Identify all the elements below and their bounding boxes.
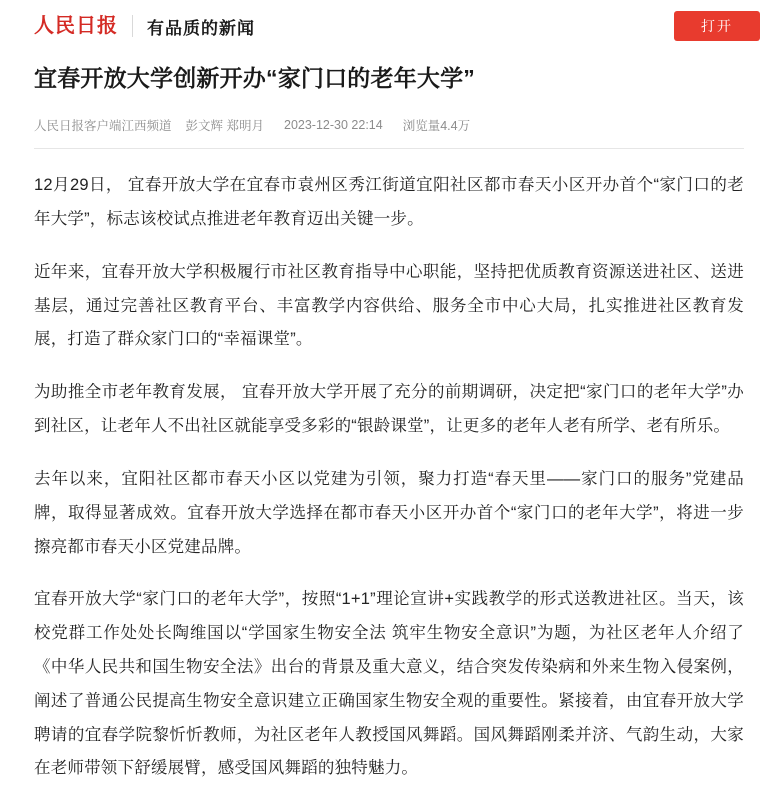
article-paragraph: 去年以来，宜阳社区都市春天小区以党建为引领，聚力打造“春天里——家门口的服务”党建品牌，取得显著成效。宜春开放大学选择在都市春天小区开办首个“家门口的老年大学”，将进一步擦亮都市春天小区党建品牌。: [34, 469, 744, 556]
top-header-bar: [0, 0, 778, 52]
article-paragraph: 近年来，宜春开放大学积极履行市社区教育指导中心职能，坚持把优质教育资源送进社区、送进基层，通过完善社区教育平台、丰富教学内容供给、服务全市中心大局，扎实推进社区教育发展，打造了群众家门口的“幸福课堂”。: [34, 262, 744, 349]
page-title: 宜春开放大学创新开办“家门口的老年大学”: [34, 65, 475, 91]
article-meta: [34, 116, 744, 134]
meta-datetime: 2023-12-30 22:14: [284, 118, 383, 133]
brand-group: [34, 14, 255, 39]
peoples-daily-logo: 人民日报: [34, 15, 118, 37]
meta-source: 人民日报客户端江西频道: [34, 119, 172, 134]
article-paragraph: 宜春开放大学“家门口的老年大学”，按照“1+1”理论宣讲+实践教学的形式送教进社区。当天，该校党群工作处处长陶维国以“学国家生物安全法 筑牢生物安全意识”为题，为社区老年人介绍了《中华人民共和国生物安全法》出台的背景及重大意义，结合突发传染病和外来生物入侵案例，阐述了普通公民提高生物安全意识建立正确国家生物安全观的重要性。紧接着，由宜春开放大学聘请的宜春学院黎忻忻教师，为社区老年人教授国风舞蹈。国风舞蹈刚柔并济、气韵生动，大家在老师带领下舒缓展臂，感受国风舞蹈的独特魅力。: [34, 590, 744, 778]
article-paragraph: 为助推全市老年教育发展， 宜春开放大学开展了充分的前期调研，决定把“家门口的老年大学”办到社区，让老年人不出社区就能享受多彩的“银龄课堂”，让更多的老年人老有所学、老有所乐。: [34, 383, 744, 436]
meta-view-count: 浏览量4.4万: [402, 119, 471, 134]
article-container: [0, 62, 778, 812]
brand-slogan: 有品质的新闻: [147, 18, 255, 38]
article-paragraph: 12月29日， 宜春开放大学在宜春市袁州区秀江街道宜阳社区都市春天小区开办首个“家门口的老年大学”，标志该校试点推进老年教育迈出关键一步。: [34, 176, 744, 228]
open-app-button[interactable]: 打开: [674, 11, 760, 41]
meta-divider: [34, 148, 744, 149]
article-body: [34, 169, 744, 786]
brand-divider: [132, 15, 133, 37]
meta-authors: 彭文辉 郑明月: [185, 119, 264, 134]
